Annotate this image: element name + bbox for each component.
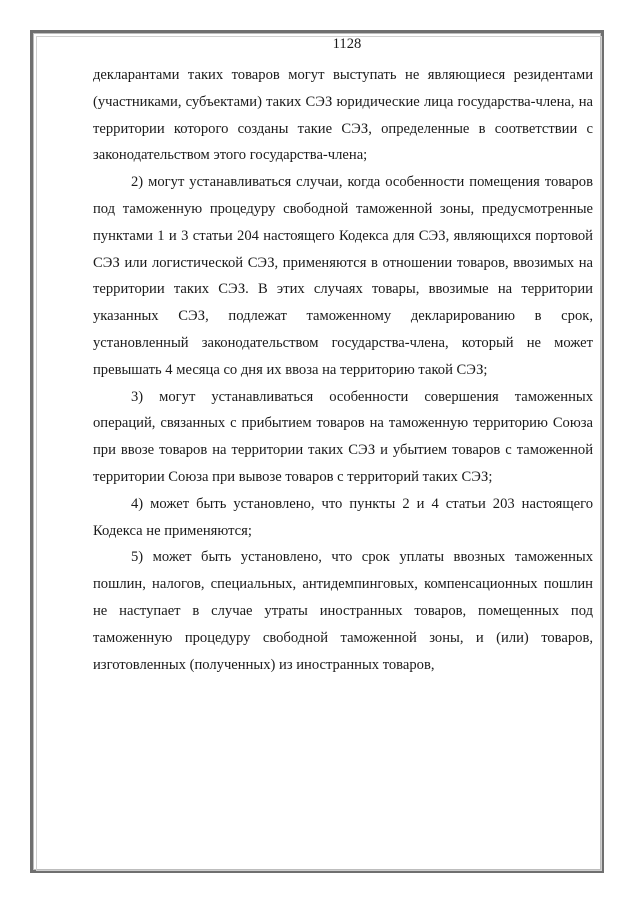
paragraph-item-4: 4) может быть установлено, что пункты 2 и 4 статьи 203 настоящего Кодекса не применяются; bbox=[93, 495, 593, 539]
paragraph-continuation: декларантами таких товаров могут выступать не являющиеся резидентами (участниками, субъектами) таких СЭЗ юридические лица государства-члена, на территории которого созданы такие СЭЗ, определенные в соответствии с законодательством этого государства-члена; bbox=[93, 67, 593, 164]
paragraph-item-5: 5) может быть установлено, что срок уплаты ввозных таможенных пошлин, налогов, специальных, антидемпинговых, компенсационных пошлин не наступает в случае утраты иностранных товаров, помещенных под таможенную процедуру свободной таможенной зоны, и (или) товаров, изготовленных (полученных) из иностранных товаров, bbox=[93, 549, 593, 673]
paragraph-item-2: 2) могут устанавливаться случаи, когда особенности помещения товаров под таможенную процедуру свободной таможенной зоны, предусмотренные пунктами 1 и 3 статьи 204 настоящего Кодекса для СЭЗ, являющихся портовой СЭЗ или логистической СЭЗ, применяются в отношении товаров, ввозимых на территории таких СЭЗ. В этих случаях товары, ввозимые на территории указанных СЭЗ, подлежат таможенному декларированию в срок, установленный законодательством государства-члена, который не может превышать 4 месяца со дня их ввоза на территорию такой СЭЗ; bbox=[93, 174, 593, 378]
document-body bbox=[93, 34, 593, 678]
page-number: 1128 bbox=[332, 36, 362, 52]
paragraph-item-3: 3) могут устанавливаться особенности совершения таможенных операций, связанных с прибытием товаров на таможенную территорию Союза при ввозе товаров на территории таких СЭЗ и убытием товаров с таможенной территории Союза при вывозе товаров с территорий таких СЭЗ; bbox=[93, 388, 593, 485]
